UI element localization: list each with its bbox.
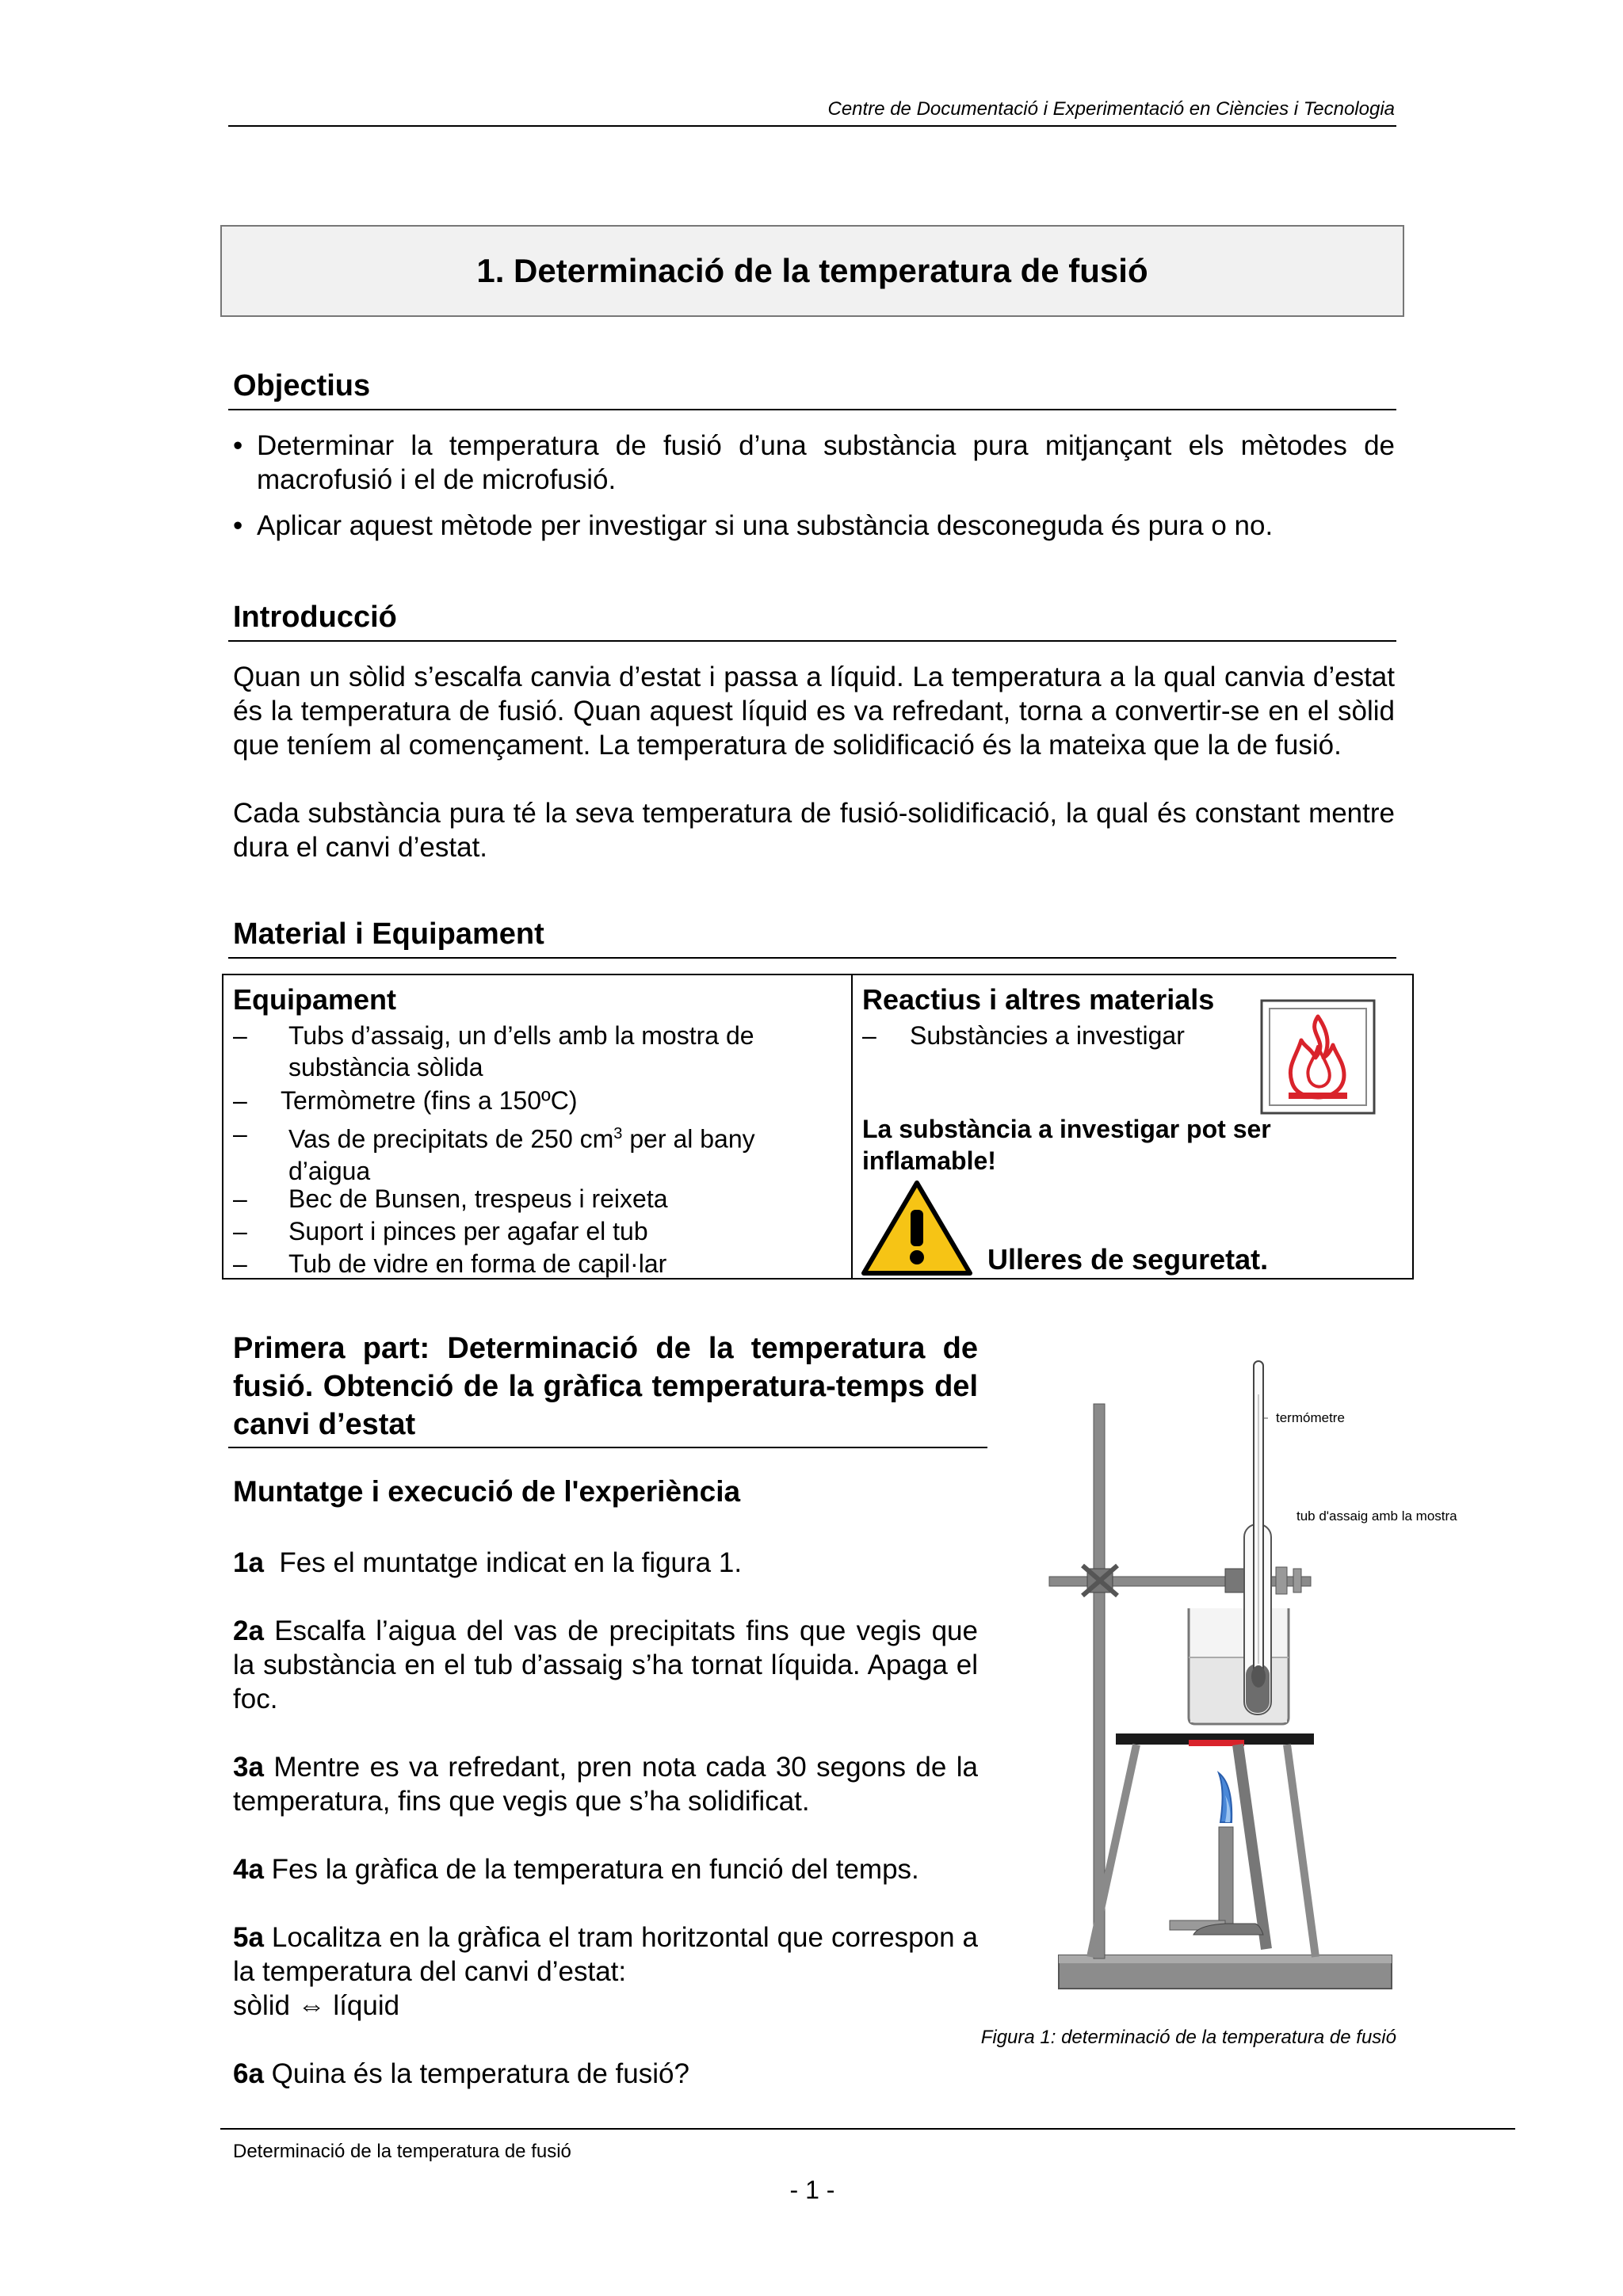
step-text: Fes el muntatge indicat en la figura 1. [279,1547,743,1578]
step-text: Localitza en la gràfica el tram horitzontal que correspon a la temperatura del canvi d’estat: [233,1922,978,1987]
reactius-cell [852,974,1413,1279]
equipament-item [233,1215,835,1247]
warning-text: La substància a investigar pot ser inflamable! [862,1115,1271,1175]
dash: – [233,1249,247,1278]
page-number: - 1 - [789,2176,835,2204]
step-text: Quina és la temperatura de fusió? [271,2058,689,2089]
equipament-item-after: per al bany d’aigua [288,1124,755,1185]
dash: – [233,1021,247,1050]
material-heading: Material i Equipament [233,917,544,951]
label-thermometer: termómetre [1276,1410,1345,1425]
step [233,1614,978,1716]
dash: – [233,1119,247,1148]
equipament-item-text: Tubs d’assaig, un d’ells amb la mostra de substància sòlida [288,1021,754,1081]
equipament-item [233,1118,835,1187]
footer-rule [220,2128,1515,2130]
introduccio-paragraph-1: Quan un sòlid s’escalfa canvia d’estat i passa a líquid. La temperatura a la qual canvia d’estat és la temperatura de fusió. Quan aquest líquid es va refredant, torna a convertir-se en el sòlid que teníem al començament. La temperatura de solidificació és la mateixa que la de fusió. [233,662,1395,761]
step-number: 3a [233,1752,264,1783]
objectius-bullet-text: Aplicar aquest mètode per investigar si una substància desconeguda és pura o no. [257,510,1274,541]
title-box [220,225,1404,317]
primera-part-heading: Primera part: Determinació de la temperatura de fusió. Obtenció de la gràfica temperatura-temps del canvi d’estat [233,1332,978,1441]
warning-icon [859,1178,975,1278]
introduccio-heading: Introducció [233,601,397,634]
step-text: Escalfa l’aigua del vas de precipitats fins que vegis que la substància en el tub d’assaig s’ha tornat líquida. Apaga el foc. [233,1615,978,1714]
step [233,2057,978,2091]
bullet-dot: • [233,510,243,541]
reactius-title: Reactius i altres materials [862,983,1215,1016]
dash: – [233,1184,247,1213]
equipament-item-text: Suport i pinces per agafar el tub [288,1217,648,1245]
step-number: 2a [233,1615,264,1646]
header-rule [228,125,1396,127]
figure-apparatus [1030,1347,1506,2004]
figure-caption: Figura 1: determinació de la temperatura de fusió [980,2027,1396,2048]
primera-part-rule [228,1447,987,1448]
equipament-item [233,1020,835,1083]
step-number: 1a [233,1547,264,1578]
step-text: Mentre es va refredant, pren nota cada 30 segons de la temperatura, fins que vegis que s’ha solidificat. [233,1752,978,1817]
muntatge-heading: Muntatge i execució de l'experiència [233,1475,741,1508]
step-number: 6a [233,2058,264,2089]
objectius-bullet [233,509,1395,543]
dash: – [862,1021,876,1050]
introduccio-paragraph-2: Cada substància pura té la seva temperatura de fusió-solidificació, la qual és constant mentre dura el canvi d’estat. [233,798,1395,863]
dash: – [233,1086,247,1115]
objectius-bullet-text: Determinar la temperatura de fusió d’una substància pura mitjançant els mètodes de macrofusió i el de microfusió. [257,430,1395,495]
step-line: sòlid ⇔ líquid [233,1990,400,2021]
step-text: Fes la gràfica de la temperatura en funció del temps. [271,1854,919,1885]
material-table [222,974,1414,1280]
step [233,1750,978,1818]
equipament-title: Equipament [233,983,397,1016]
label-test-tube: tub d'assaig amb la mostra [1296,1508,1457,1524]
step [233,1546,978,1580]
introduccio-rule [228,640,1396,642]
step [233,1852,978,1886]
equipament-item [233,1085,835,1116]
equipament-item [233,1183,835,1215]
equipament-item-text [288,1118,796,1187]
objectius-rule [228,409,1396,410]
superscript: 3 [613,1125,623,1142]
objectius-bullet [233,429,1395,497]
flammable-icon [1260,999,1376,1115]
material-rule [228,957,1396,959]
equipament-item-text: Bec de Bunsen, trespeus i reixeta [288,1184,668,1213]
goggles-text: Ulleres de seguretat. [987,1243,1269,1276]
step [233,1920,978,1989]
bullet-dot: • [233,430,243,461]
step-number: 4a [233,1854,264,1885]
footer-text: Determinació de la temperatura de fusió [233,2141,571,2162]
equipament-item-main: Vas de precipitats de 250 cm [288,1124,614,1154]
objectius-heading: Objectius [233,369,371,402]
dash: – [233,1217,247,1245]
reactius-item [862,1020,1258,1051]
step-number: 5a [233,1922,264,1953]
equipament-item-text: Tub de vidre en forma de capil·lar [288,1249,667,1278]
equipament-item [233,1248,835,1280]
equipament-item-text: Termòmetre (fins a 150ºC) [281,1086,578,1115]
reactius-item-text: Substàncies a investigar [910,1021,1185,1050]
apparatus-drawing [1030,1347,1506,2004]
page-header: Centre de Documentació i Experimentació en Ciències i Tecnologia [827,98,1395,120]
equipament-cell [223,974,852,1279]
page-title: 1. Determinació de la temperatura de fusió [476,252,1148,289]
